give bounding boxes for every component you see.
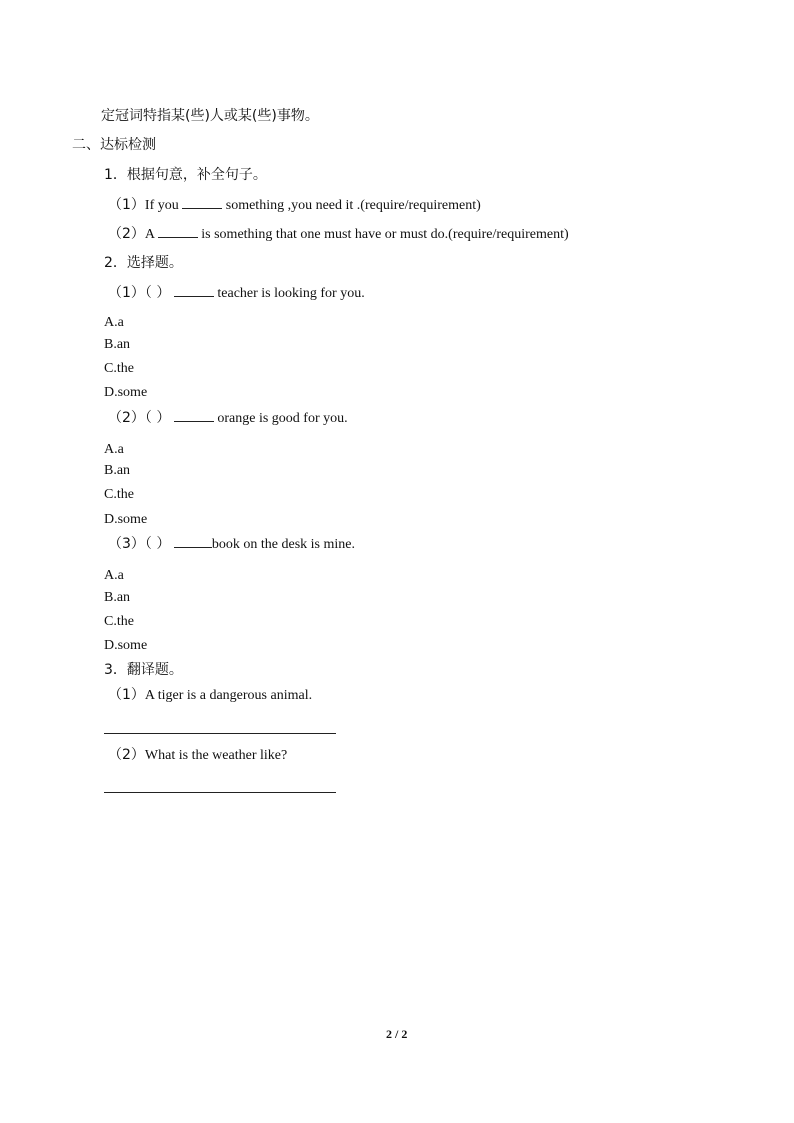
q1-heading: 1．根据句意，补全句子。 [104, 167, 267, 183]
q1-item-1-before: If you [144, 198, 179, 213]
q3-item-1 [108, 686, 312, 705]
q2-item-2-option-a: A.a [104, 442, 124, 457]
q3-heading: 3．翻译题。 [104, 662, 183, 678]
q2-item-1-blank[interactable] [174, 284, 214, 297]
section-heading: 二、达标检测 [72, 137, 156, 153]
q2-item-1-option-b: B.an [104, 337, 131, 352]
q1-item-2-after: is something that one must have or must do.(require/requirement) [201, 227, 569, 242]
q2-item-1-option-d: D.some [104, 385, 148, 400]
q1-item-1-after: something ,you need it .(require/requirement) [225, 198, 481, 213]
q2-heading: 2．选择题。 [104, 255, 183, 271]
q2-item-3 [108, 535, 355, 554]
q1-item-1-num: （1） [108, 197, 145, 213]
q2-item-2-option-c: C.the [104, 487, 134, 502]
q2-item-2-after: orange is good for you. [217, 411, 348, 426]
q2-item-1 [108, 284, 365, 303]
q2-item-2-num: （2） [108, 410, 145, 426]
q2-item-2-blank[interactable] [174, 409, 214, 422]
q2-item-3-num: （3） [108, 536, 145, 552]
q1-item-2-blank[interactable] [158, 225, 198, 238]
q2-item-1-num: （1） [108, 285, 145, 301]
q2-item-3-option-a: A.a [104, 568, 124, 583]
q2-item-1-option-c: C.the [104, 361, 134, 376]
q3-item-2-answer-line[interactable] [104, 792, 336, 793]
q2-item-3-blank[interactable] [174, 535, 212, 548]
intro-line: 定冠词特指某(些)人或某(些)事物。 [101, 108, 319, 124]
q2-item-2-paren: （ ） [144, 410, 171, 426]
q3-item-1-answer-line[interactable] [104, 733, 336, 734]
q2-item-2 [108, 409, 348, 428]
q1-item-2-before: A [144, 227, 155, 242]
q3-item-1-text: A tiger is a dangerous animal. [144, 688, 313, 703]
q2-item-2-option-b: B.an [104, 463, 131, 478]
q1-item-1 [108, 196, 481, 215]
q2-item-1-option-a: A.a [104, 315, 124, 330]
q2-item-3-option-d: D.some [104, 638, 148, 653]
q2-item-3-after: book on the desk is mine. [211, 537, 355, 552]
page-number: 2 / 2 [386, 1027, 408, 1041]
q2-item-1-paren: （ ） [144, 285, 171, 301]
q3-item-2-text: What is the weather like? [144, 748, 288, 763]
q1-item-2-num: （2） [108, 226, 145, 242]
q1-item-2 [108, 225, 569, 244]
q1-item-1-blank[interactable] [182, 196, 222, 209]
q2-item-2-option-d: D.some [104, 512, 148, 527]
q3-item-2 [108, 746, 287, 765]
q2-item-3-option-b: B.an [104, 590, 131, 605]
q3-item-2-num: （2） [108, 747, 145, 763]
q2-item-1-after: teacher is looking for you. [217, 286, 365, 301]
q3-item-1-num: （1） [108, 687, 145, 703]
q2-item-3-paren: （ ） [144, 536, 171, 552]
q2-item-3-option-c: C.the [104, 614, 134, 629]
